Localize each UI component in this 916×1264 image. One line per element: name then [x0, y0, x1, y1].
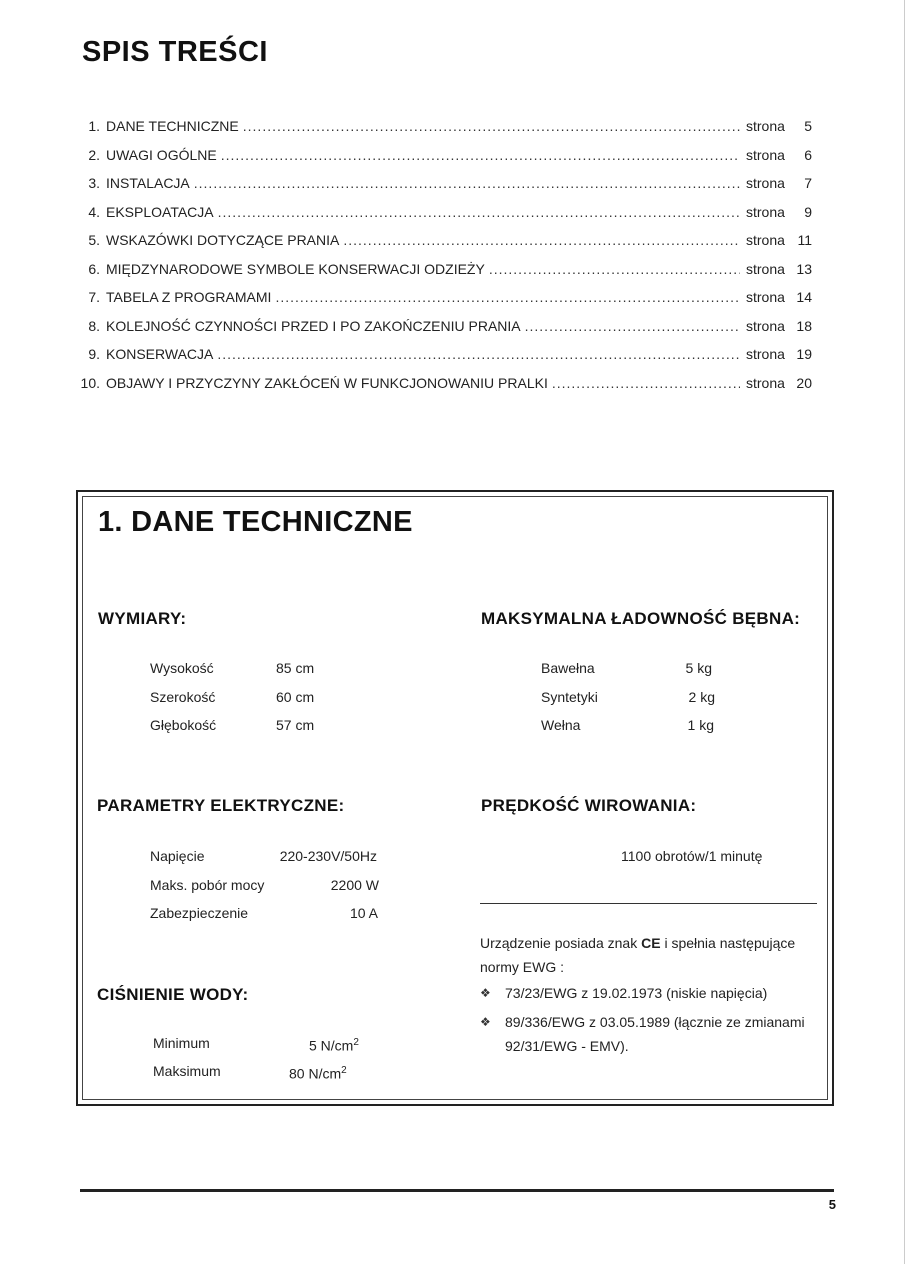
toc-entry-page: 18 — [796, 317, 812, 334]
divider — [480, 903, 817, 904]
bullet-icon: ❖ — [480, 986, 491, 1000]
bullet-icon: ❖ — [480, 1015, 491, 1029]
toc-entry-number: 3. — [88, 175, 100, 191]
toc-entry[interactable] — [0, 144, 916, 166]
toc-entry-number: 7. — [88, 289, 100, 305]
electrical-value: 220-230V/50Hz — [279, 848, 377, 864]
toc-entry-strona: strona — [746, 260, 785, 277]
load-label: Bawełna — [541, 660, 595, 676]
toc-entry[interactable] — [0, 286, 916, 308]
toc-leader-dots — [489, 258, 740, 280]
water-pressure-heading: CIŚNIENIE WODY: — [97, 985, 249, 1004]
toc-entry-number: 6. — [88, 260, 100, 277]
toc-entry-text: OBJAWY I PRZYCZYNY ZAKŁÓCEŃ W FUNKCJONOWANIU PRALKI — [106, 374, 548, 391]
load-value: 5 kg — [685, 660, 712, 676]
footer-rule — [80, 1189, 834, 1192]
toc-leader-dots — [221, 144, 740, 166]
toc-entry-text: WSKAZÓWKI DOTYCZĄCE PRANIA — [106, 232, 340, 248]
dimension-value: 57 cm — [276, 717, 315, 733]
toc-leader-dots — [218, 201, 740, 223]
toc-entry-page: 20 — [796, 374, 812, 391]
toc-leader-dots — [194, 172, 740, 194]
dimension-value: 60 cm — [276, 689, 315, 705]
toc-entry-text: KONSERWACJA — [106, 346, 214, 362]
norm-item: 73/23/EWG z 19.02.1973 (niskie napięcia) — [505, 985, 768, 1001]
load-value: 2 kg — [688, 689, 715, 705]
electrical-value: 10 A — [349, 905, 378, 921]
toc-entry-page: 9 — [804, 203, 812, 220]
norm-item: 89/336/EWG z 03.05.1989 (łącznie ze zmianami 92/31/EWG - EMV). — [505, 1014, 805, 1054]
toc-entry-page: 14 — [796, 289, 812, 305]
toc-entry-page: 11 — [797, 232, 812, 248]
toc-entry-number: 2. — [88, 146, 100, 163]
toc-entry-page: 7 — [804, 175, 812, 191]
ce-intro-before: Urządzenie posiada znak — [480, 935, 642, 951]
toc-leader-dots — [243, 115, 740, 137]
toc-entry-text: INSTALACJA — [106, 175, 190, 191]
electrical-label: Zabezpieczenie — [150, 905, 249, 921]
water-value-text: 5 N/cm — [309, 1037, 354, 1054]
electrical-label: Maks. pobór mocy — [150, 877, 265, 893]
toc-entry-number: 4. — [88, 203, 100, 220]
toc-entry-number: 9. — [88, 346, 100, 362]
load-label: Wełna — [541, 717, 581, 733]
electrical-label: Napięcie — [150, 848, 205, 864]
electrical-value: 2200 W — [330, 877, 379, 893]
toc-entry-page: 19 — [796, 346, 812, 362]
toc-leader-dots — [552, 372, 740, 394]
ce-mark: CE — [641, 935, 661, 951]
toc-entry-strona: strona — [746, 346, 785, 362]
toc-leader-dots — [525, 315, 740, 337]
toc-entry-number: 8. — [88, 317, 100, 334]
water-value-exponent: 2 — [341, 1065, 347, 1076]
spin-value: 1100 obrotów/1 minutę — [621, 848, 763, 864]
toc-entry-number: 5. — [88, 232, 100, 248]
water-value-exponent: 2 — [353, 1037, 359, 1048]
dimension-label: Głębokość — [150, 717, 217, 733]
toc-entry-page: 5 — [804, 118, 812, 134]
load-value: 1 kg — [687, 717, 714, 733]
toc-entry-strona: strona — [746, 374, 785, 391]
page-number: 5 — [828, 1197, 836, 1212]
toc-entry-strona: strona — [746, 175, 785, 191]
toc-entry-text: TABELA Z PROGRAMAMI — [106, 289, 272, 305]
water-value-text: 80 N/cm — [289, 1065, 342, 1082]
load-heading: MAKSYMALNA ŁADOWNOŚĆ BĘBNA: — [481, 609, 801, 628]
dimensions-heading: WYMIARY: — [98, 609, 187, 628]
dimension-value: 85 cm — [276, 660, 315, 676]
dimension-label: Wysokość — [150, 660, 214, 676]
toc-entry[interactable] — [0, 315, 916, 337]
toc-entry[interactable] — [0, 372, 916, 394]
toc-entry-strona: strona — [746, 146, 785, 163]
toc-entry-number: 1. — [88, 118, 100, 134]
section-title: 1. DANE TECHNICZNE — [98, 506, 413, 538]
toc-entry-number: 10. — [80, 374, 100, 391]
toc-entry-text: MIĘDZYNARODOWE SYMBOLE KONSERWACJI ODZIEŻY — [106, 260, 485, 277]
toc-entry-strona: strona — [746, 232, 785, 248]
toc-entry-page: 13 — [796, 260, 812, 277]
water-label: Maksimum — [153, 1063, 221, 1079]
water-value — [309, 1034, 359, 1055]
toc-entry[interactable] — [0, 258, 916, 280]
toc-leader-dots — [343, 229, 740, 251]
toc-entry[interactable] — [0, 115, 916, 137]
toc-entry-text: KOLEJNOŚĆ CZYNNOŚCI PRZED I PO ZAKOŃCZENIU PRANIA — [106, 317, 521, 334]
ce-statement — [480, 931, 820, 979]
toc-entry-strona: strona — [746, 289, 785, 305]
toc-leader-dots — [275, 286, 740, 308]
toc-entry-strona: strona — [746, 203, 785, 220]
water-value — [289, 1062, 347, 1083]
toc-entry[interactable] — [0, 172, 916, 194]
toc-entry[interactable] — [0, 201, 916, 223]
toc-entry-text: EKSPLOATACJA — [106, 203, 214, 220]
toc-leader-dots — [217, 343, 740, 365]
electrical-heading: PARAMETRY ELEKTRYCZNE: — [97, 796, 345, 815]
dimension-label: Szerokość — [150, 689, 216, 705]
toc-entry[interactable] — [0, 343, 916, 365]
ce-intro-after: i spełnia następujące normy EWG : — [480, 935, 796, 975]
water-label: Minimum — [153, 1035, 210, 1051]
load-label: Syntetyki — [541, 689, 598, 705]
toc-entry[interactable] — [0, 229, 916, 251]
toc-entry-page: 6 — [804, 146, 812, 163]
toc-entry-text: DANE TECHNICZNE — [106, 118, 239, 134]
toc-entry-strona: strona — [746, 118, 785, 134]
toc-entry-strona: strona — [746, 317, 785, 334]
toc-entry-text: UWAGI OGÓLNE — [106, 146, 217, 163]
toc-title: SPIS TREŚCI — [82, 36, 268, 68]
spin-heading: PRĘDKOŚĆ WIROWANIA: — [481, 796, 697, 815]
